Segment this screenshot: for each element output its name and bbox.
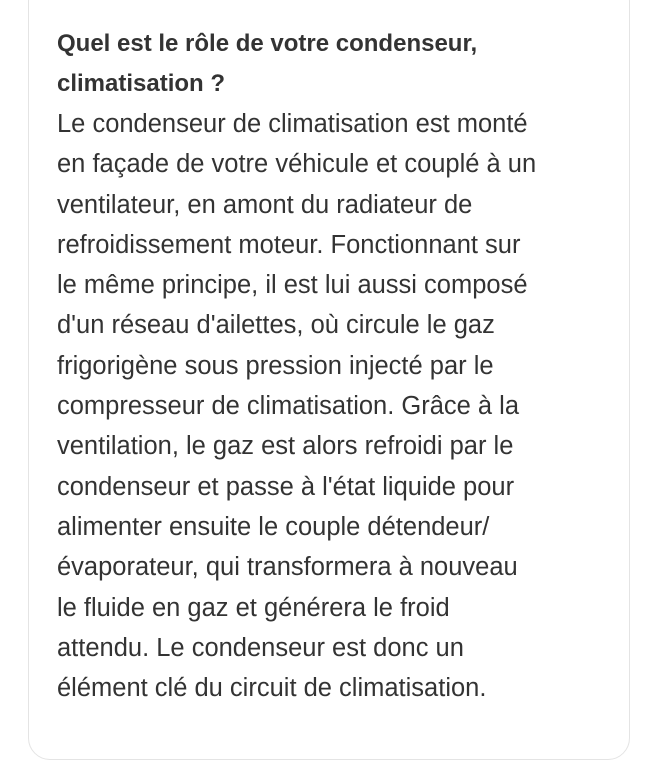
answer-line: en façade de votre véhicule et couplé à un: [57, 150, 537, 179]
question-line: climatisation ?: [57, 70, 226, 97]
faq-question: [57, 24, 536, 104]
answer-line: Le condenseur de climatisation est monté: [57, 110, 528, 138]
answer-line: le fluide en gaz et générera le froid: [57, 593, 450, 622]
answer-line: attendu. Le condenseur est donc un: [57, 633, 464, 662]
answer-line: compresseur de climatisation. Grâce à la: [57, 392, 520, 421]
answer-line: alimenter ensuite le couple détendeur/: [57, 512, 490, 541]
answer-line: ventilateur, en amont du radiateur de: [57, 190, 473, 219]
answer-line: le même principe, il est lui aussi composé: [57, 271, 528, 300]
answer-line: condenseur et passe à l'état liquide pour: [57, 472, 515, 501]
answer-line: évaporateur, qui transformera à nouveau: [57, 553, 518, 582]
answer-line: frigorigène sous pression injecté par le: [57, 351, 494, 380]
faq-content: [57, 24, 536, 708]
answer-line: élément clé du circuit de climatisation.: [57, 674, 487, 703]
answer-line: ventilation, le gaz est alors refroidi par le: [57, 432, 514, 461]
answer-line: refroidissement moteur. Fonctionnant sur: [57, 230, 521, 259]
question-line: Quel est le rôle de votre condenseur,: [57, 30, 478, 57]
faq-answer: [57, 104, 536, 708]
answer-line: d'un réseau d'ailettes, où circule le gaz: [57, 311, 495, 340]
